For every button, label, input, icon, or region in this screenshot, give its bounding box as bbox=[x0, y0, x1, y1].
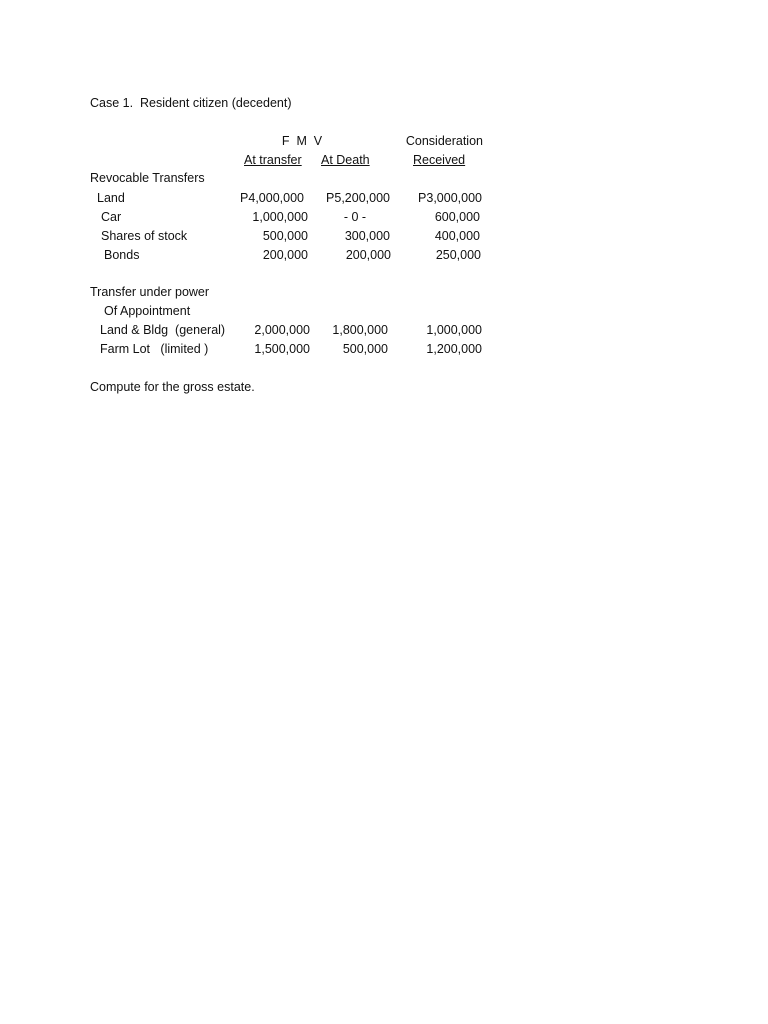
row-label: Farm Lot (limited ) bbox=[100, 342, 209, 356]
at-transfer-value: 500,000 bbox=[262, 229, 308, 243]
at-transfer-header: At transfer bbox=[244, 153, 302, 167]
instruction-text: Compute for the gross estate. bbox=[90, 380, 255, 394]
at-death-header: At Death bbox=[321, 153, 370, 167]
at-transfer-value: 2,000,000 bbox=[254, 323, 310, 337]
power-section-title: Transfer under power bbox=[90, 285, 210, 299]
power-section-subtitle: Of Appointment bbox=[104, 304, 191, 318]
received-value: 400,000 bbox=[434, 229, 480, 243]
case-title: Case 1. Resident citizen (decedent) bbox=[90, 96, 292, 110]
at-transfer-value: 1,500,000 bbox=[254, 342, 310, 356]
row-label: Land bbox=[97, 191, 125, 205]
fmv-header: F M V bbox=[281, 134, 323, 148]
at-transfer-value: 200,000 bbox=[262, 248, 308, 262]
at-death-value: 1,800,000 bbox=[332, 323, 388, 337]
consideration-header: Consideration bbox=[405, 134, 483, 148]
row-label: Shares of stock bbox=[101, 229, 188, 243]
received-value: 1,200,000 bbox=[426, 342, 482, 356]
row-label: Bonds bbox=[104, 248, 140, 262]
received-value: P3,000,000 bbox=[418, 191, 482, 205]
received-value: 1,000,000 bbox=[426, 323, 482, 337]
received-value: 600,000 bbox=[434, 210, 480, 224]
received-value: 250,000 bbox=[435, 248, 481, 262]
at-transfer-value: 1,000,000 bbox=[252, 210, 308, 224]
at-death-value: - 0 - bbox=[343, 210, 367, 224]
at-death-value: P5,200,000 bbox=[326, 191, 390, 205]
at-transfer-value: P4,000,000 bbox=[240, 191, 304, 205]
revocable-section-title: Revocable Transfers bbox=[90, 171, 205, 185]
at-death-value: 300,000 bbox=[344, 229, 390, 243]
row-label: Car bbox=[101, 210, 122, 224]
at-death-value: 200,000 bbox=[345, 248, 391, 262]
row-label: Land & Bldg (general) bbox=[100, 323, 226, 337]
received-header: Received bbox=[413, 153, 466, 167]
at-death-value: 500,000 bbox=[342, 342, 388, 356]
